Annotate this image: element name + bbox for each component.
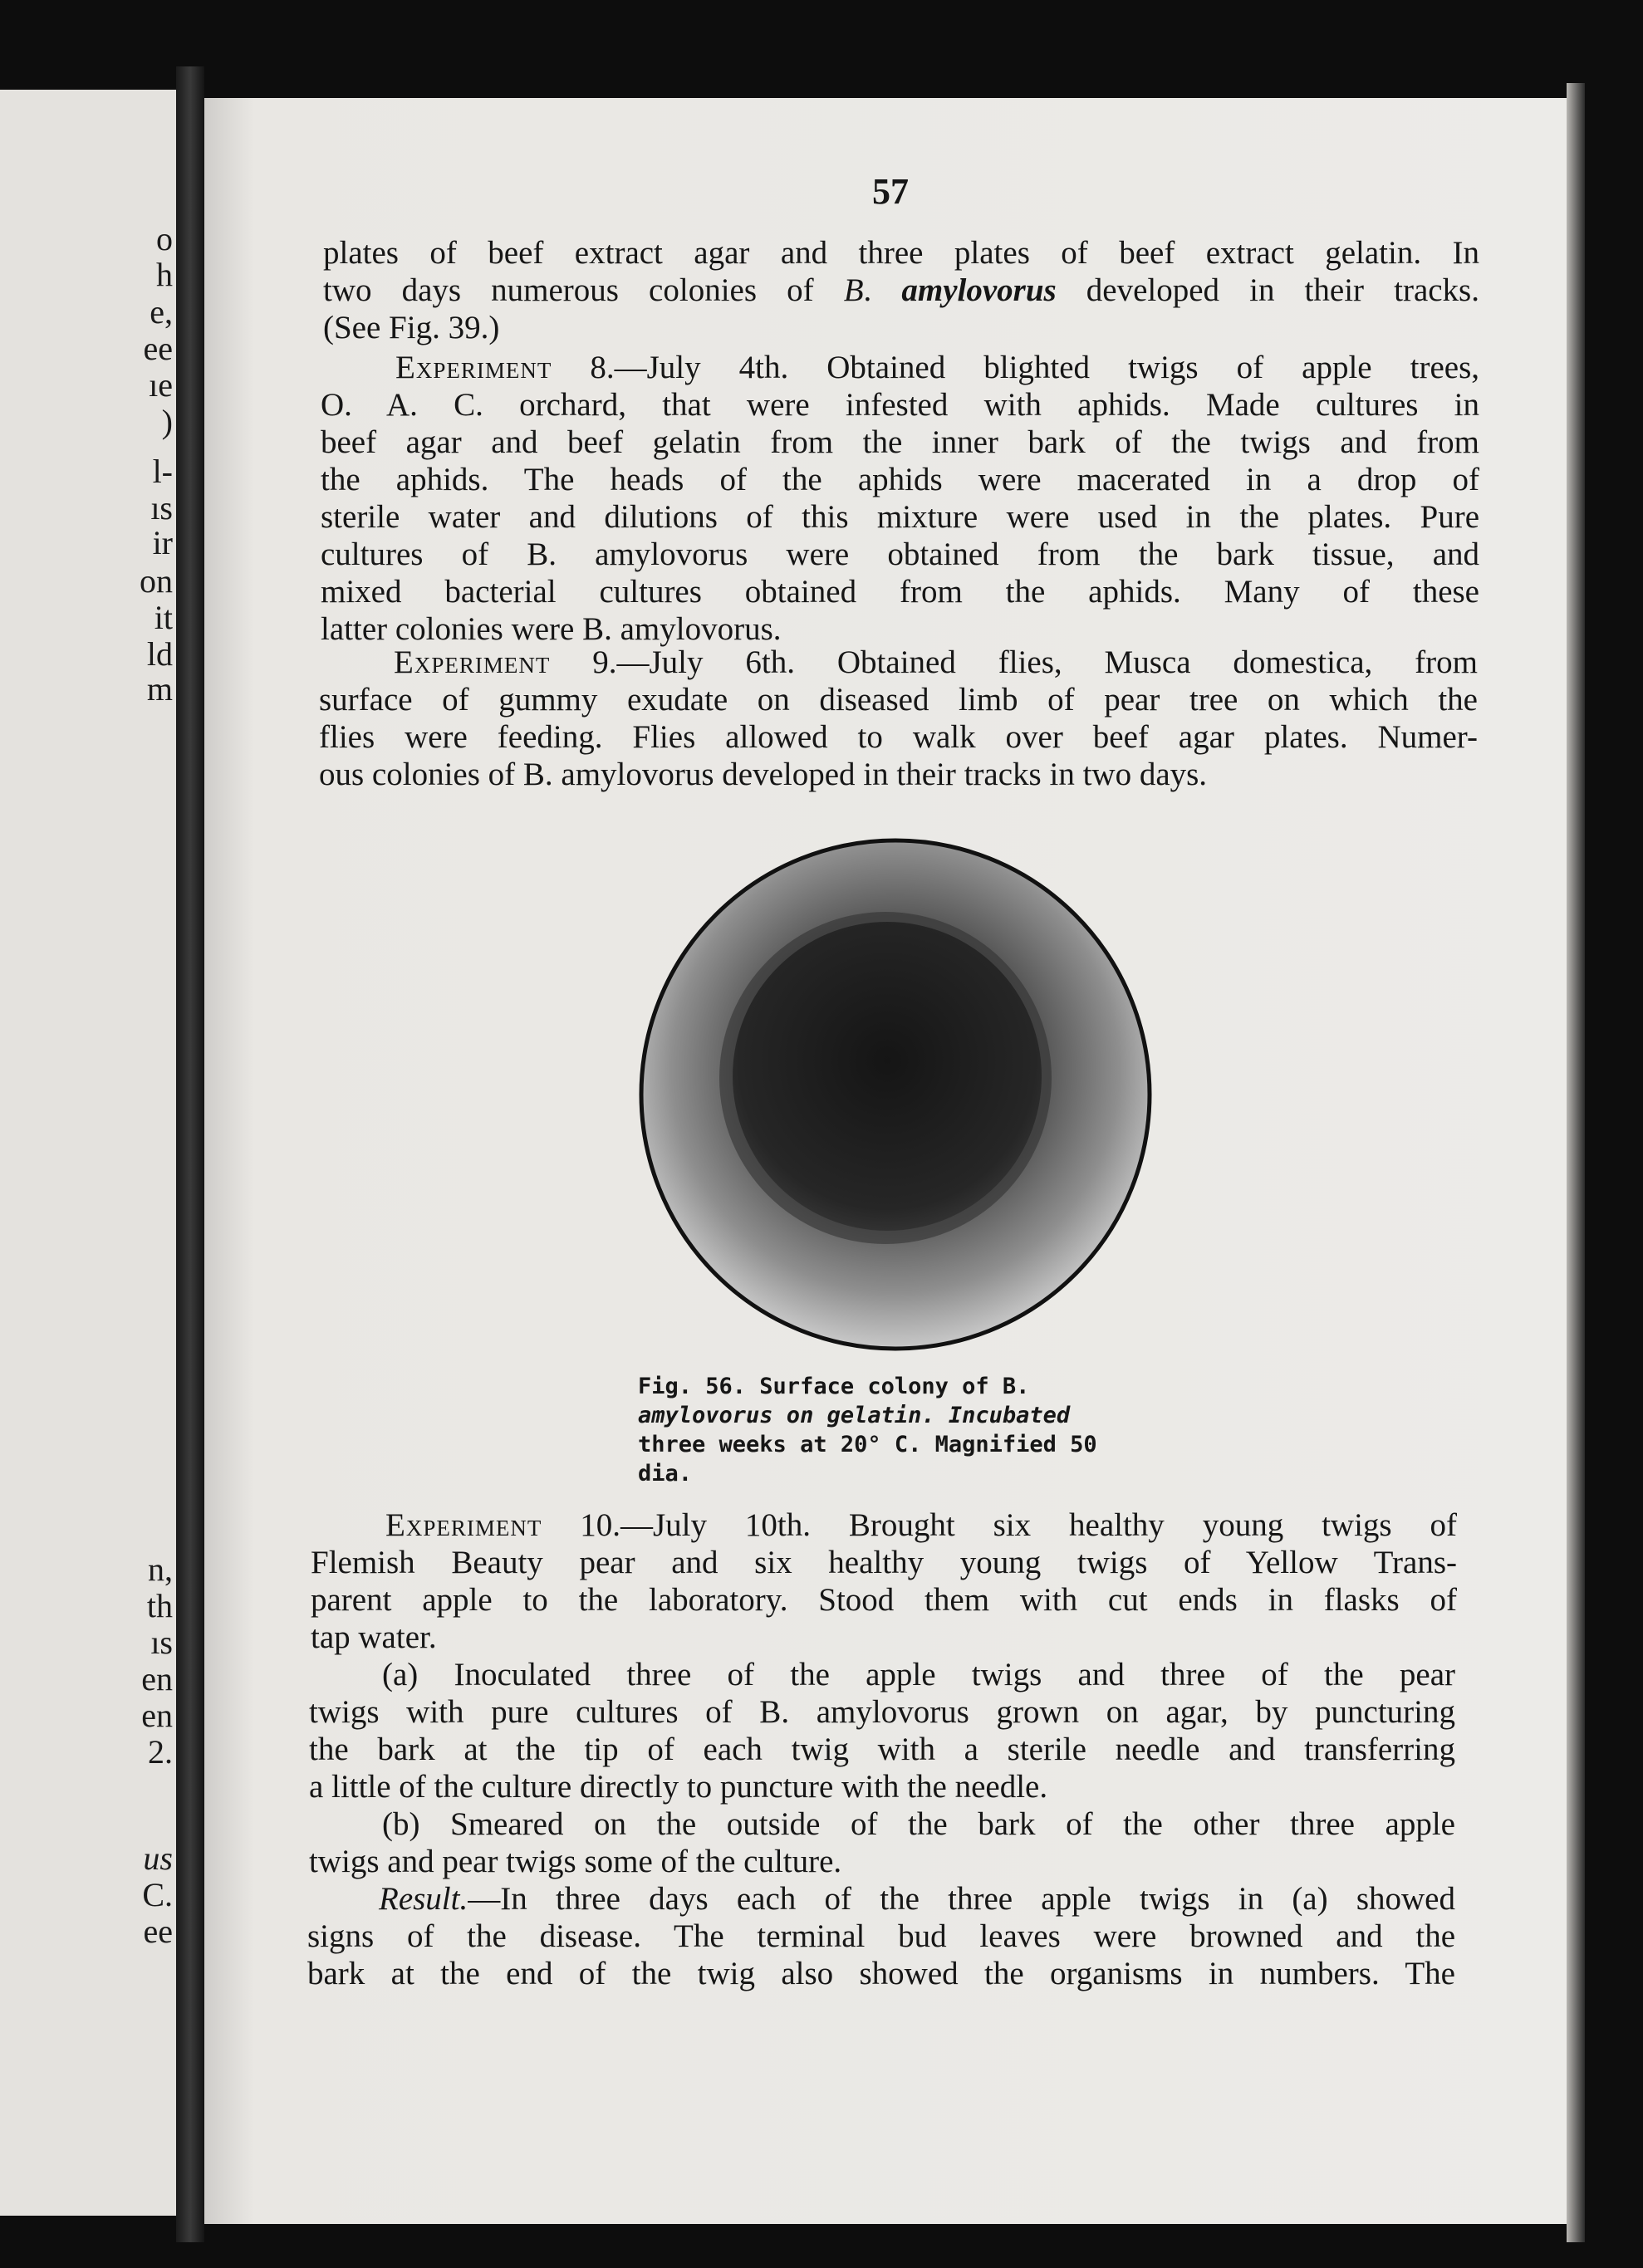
part-b-paragraph xyxy=(309,1805,1455,1880)
caption-line: Fig. 56. Surface colony of B. xyxy=(638,1374,1030,1399)
experiment-9-paragraph xyxy=(319,644,1478,793)
caption-line: dia. xyxy=(638,1461,693,1487)
left-page-text-fragment: it xyxy=(154,599,173,636)
left-page-text-fragment: th xyxy=(146,1587,173,1624)
text-line: Result.—In three days each of the three apple twigs in (a) showed xyxy=(379,1881,1455,1917)
paragraph-continuation xyxy=(323,234,1479,346)
left-page-text-fragment: ir xyxy=(152,524,173,561)
text-line: beef agar and beef gelatin from the inner bark of the twigs and from xyxy=(321,424,1479,460)
left-page-text-fragment: e, xyxy=(150,293,173,331)
left-page-text-fragment: en xyxy=(141,1660,173,1697)
experiment-10-paragraph xyxy=(311,1506,1457,1656)
text-line: the bark at the tip of each twig with a sterile needle and transferring xyxy=(309,1732,1455,1767)
left-page-text-fragment: ıs xyxy=(150,1624,173,1661)
left-page-text-fragment: ee xyxy=(143,1913,173,1950)
left-page-text-fragment: ) xyxy=(161,403,173,440)
text-line: plates of beef extract agar and three plates of beef extract gelatin. In xyxy=(323,235,1479,271)
result-paragraph xyxy=(307,1880,1455,1992)
book-gutter xyxy=(176,66,204,2242)
part-a-paragraph xyxy=(309,1656,1455,1805)
left-page-text-fragment: h xyxy=(156,256,173,293)
text-line: Experiment 9.—July 6th. Obtained flies, Musca domestica, from xyxy=(394,644,1478,680)
left-page-text-fragment: C. xyxy=(142,1876,173,1913)
left-page-text-fragment: us xyxy=(143,1839,173,1877)
text-line: ous colonies of B. amylovorus developed in their tracks in two days. xyxy=(319,757,1208,792)
text-line: cultures of B. amylovorus were obtained from the bark tissue, and xyxy=(321,536,1479,572)
left-page-text-fragment: m xyxy=(146,670,173,708)
text-line: latter colonies were B. amylovorus. xyxy=(321,611,782,647)
text-line: Experiment 10.—July 10th. Brought six healthy young twigs of xyxy=(385,1507,1457,1543)
page-number: 57 xyxy=(872,171,909,212)
text-line: (See Fig. 39.) xyxy=(323,310,500,345)
experiment-heading: Experiment xyxy=(385,1507,542,1543)
text-line: flies were feeding. Flies allowed to walk over beef agar plates. Numer- xyxy=(319,719,1478,755)
text-line: twigs and pear twigs some of the culture. xyxy=(309,1844,842,1879)
text-line: mixed bacterial cultures obtained from the aphids. Many of these xyxy=(321,574,1479,610)
text-line: (b) Smeared on the outside of the bark of the other three apple xyxy=(382,1806,1455,1842)
experiment-heading: Experiment xyxy=(394,644,551,680)
colony-figure xyxy=(635,834,1156,1355)
text-line: Flemish Beauty pear and six healthy young twigs of Yellow Trans- xyxy=(311,1545,1457,1580)
text-line: twigs with pure cultures of B. amylovorus grown on agar, by puncturing xyxy=(309,1694,1455,1730)
text-line: tap water. xyxy=(311,1619,437,1655)
left-page-text-fragment: ıs xyxy=(150,489,173,527)
left-page-text-fragment: ld xyxy=(146,635,173,673)
text-line: O. A. C. orchard, that were infested with aphids. Made cultures in xyxy=(321,387,1479,423)
caption-line: three weeks at 20° C. Magnified 50 xyxy=(638,1432,1097,1457)
left-page-text-fragment: l- xyxy=(152,453,173,490)
left-page-text-fragment: on xyxy=(140,562,173,600)
text-line: surface of gummy exudate on diseased limb of pear tree on which the xyxy=(319,682,1478,718)
text-line: (a) Inoculated three of the apple twigs and three of the pear xyxy=(382,1657,1455,1692)
text-line: Experiment 8.—July 4th. Obtained blighted twigs of apple trees, xyxy=(395,350,1479,385)
caption-line: amylovorus on gelatin. Incubated xyxy=(638,1403,1071,1428)
left-page-text-fragment: n, xyxy=(148,1550,173,1588)
left-page-text-fragment: ee xyxy=(143,330,173,367)
left-page-text-fragment: ıe xyxy=(149,366,173,404)
figure-caption xyxy=(638,1372,1153,1488)
text-line: sterile water and dilutions of this mixture were used in the plates. Pure xyxy=(321,499,1479,535)
text-line: two days numerous colonies of B. amylovorus developed in their tracks. xyxy=(323,272,1479,308)
left-page-text-fragment: 2. xyxy=(148,1733,173,1771)
colony-core xyxy=(733,922,1042,1231)
experiment-heading: Experiment xyxy=(395,350,552,385)
left-page-text-fragment: o xyxy=(156,220,173,257)
right-page-edge xyxy=(1567,83,1585,2242)
text-line: signs of the disease. The terminal bud leaves were browned and the xyxy=(307,1918,1455,1954)
text-line: parent apple to the laboratory. Stood them with cut ends in flasks of xyxy=(311,1582,1457,1618)
experiment-8-paragraph xyxy=(321,349,1479,648)
text-line: bark at the end of the twig also showed the organisms in numbers. The xyxy=(307,1956,1455,1991)
text-line: the aphids. The heads of the aphids were macerated in a drop of xyxy=(321,462,1479,497)
text-line: a little of the culture directly to puncture with the needle. xyxy=(309,1769,1048,1805)
left-page-text-fragment: en xyxy=(141,1697,173,1734)
result-label: Result. xyxy=(379,1881,468,1917)
